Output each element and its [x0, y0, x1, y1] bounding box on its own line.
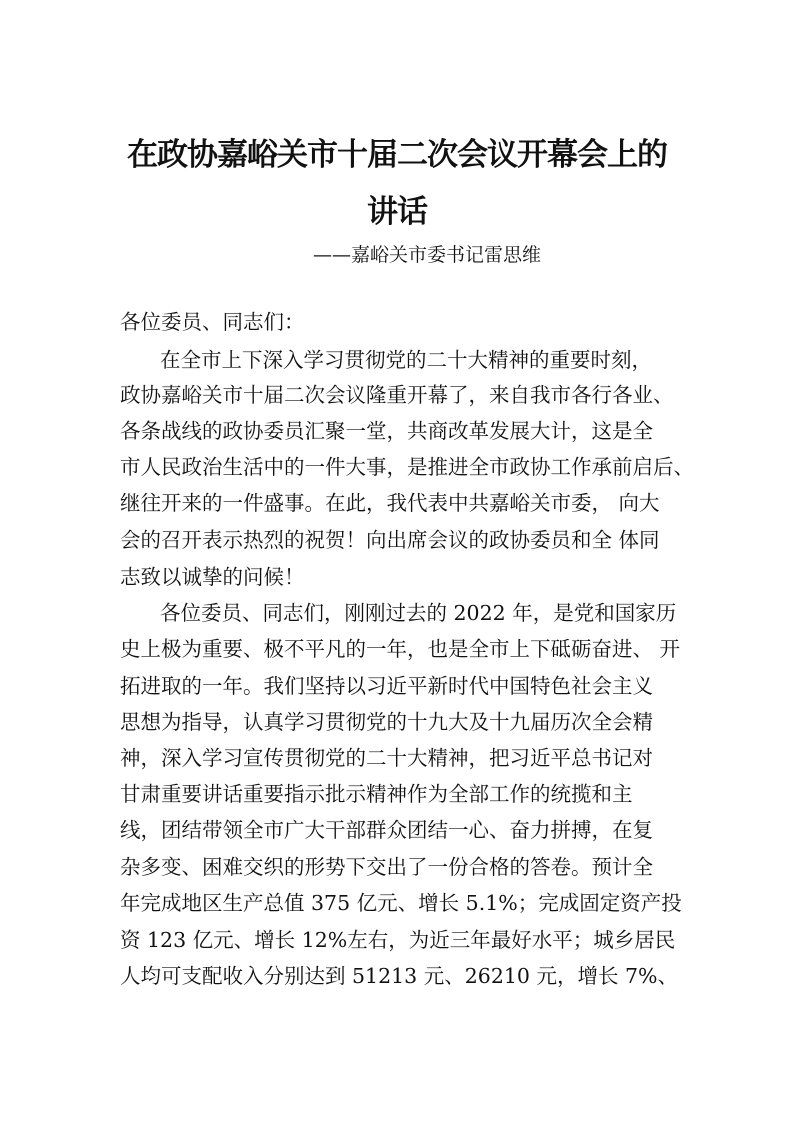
body-line: 会的召开表示热烈的祝贺！向出席会议的政协委员和全 体同 [120, 528, 660, 552]
body-line: 思想为指导，认真学习贯彻党的十九大及十九届历次全会精 [120, 710, 653, 734]
body-line: 神，深入学习宣传贯彻党的二十大精神，把习近平总书记对 [120, 746, 653, 770]
body-line: 在全市上下深入学习贯彻党的二十大精神的重要时刻， [160, 348, 652, 372]
body-line: 继往开来的一件盛事。在此，我代表中共嘉峪关市委， 向大 [120, 491, 660, 515]
body-line: 线，团结带领全市广大干部群众团结一心、奋力拼搏，在复 [120, 818, 653, 842]
document-title-line1: 在政协嘉峪关市十届二次会议开幕会上的 [127, 137, 667, 173]
body-line: 政协嘉峪关市十届二次会议隆重开幕了，来自我市各行各业、 [120, 383, 674, 407]
body-line: 年完成地区生产总值 375 亿元、增长 5.1%；完成固定资产投 [120, 891, 682, 915]
salutation: 各位委员、同志们： [120, 310, 305, 334]
body-line: 甘肃重要讲话重要指示批示精神作为全部工作的统揽和主 [120, 782, 633, 806]
body-line: 拓进取的一年。我们坚持以习近平新时代中国特色社会主义 [120, 674, 653, 698]
body-line: 史上极为重要、极不平凡的一年，也是全市上下砥砺奋进、 开 [120, 637, 681, 661]
body-line: 各位委员、同志们，刚刚过去的 2022 年，是党和国家历 [160, 601, 677, 625]
body-line: 人均可支配收入分别达到 51213 元、26210 元，增长 7%、 [120, 964, 679, 988]
document-title-line2: 讲话 [367, 194, 427, 230]
body-line: 志致以诚挚的问候！ [120, 565, 305, 589]
body-line: 杂多变、困难交织的形势下交出了一份合格的答卷。预计全 [120, 855, 653, 879]
document-subtitle: ——嘉峪关市委书记雷思维 [312, 244, 541, 266]
body-line: 各条战线的政协委员汇聚一堂，共商改革发展大计，这是全 [120, 419, 653, 443]
body-line: 资 123 亿元、增长 12%左右，为近三年最好水平；城乡居民 [120, 928, 676, 952]
body-line: 市人民政治生活中的一件大事，是推进全市政协工作承前启后、 [120, 455, 694, 479]
